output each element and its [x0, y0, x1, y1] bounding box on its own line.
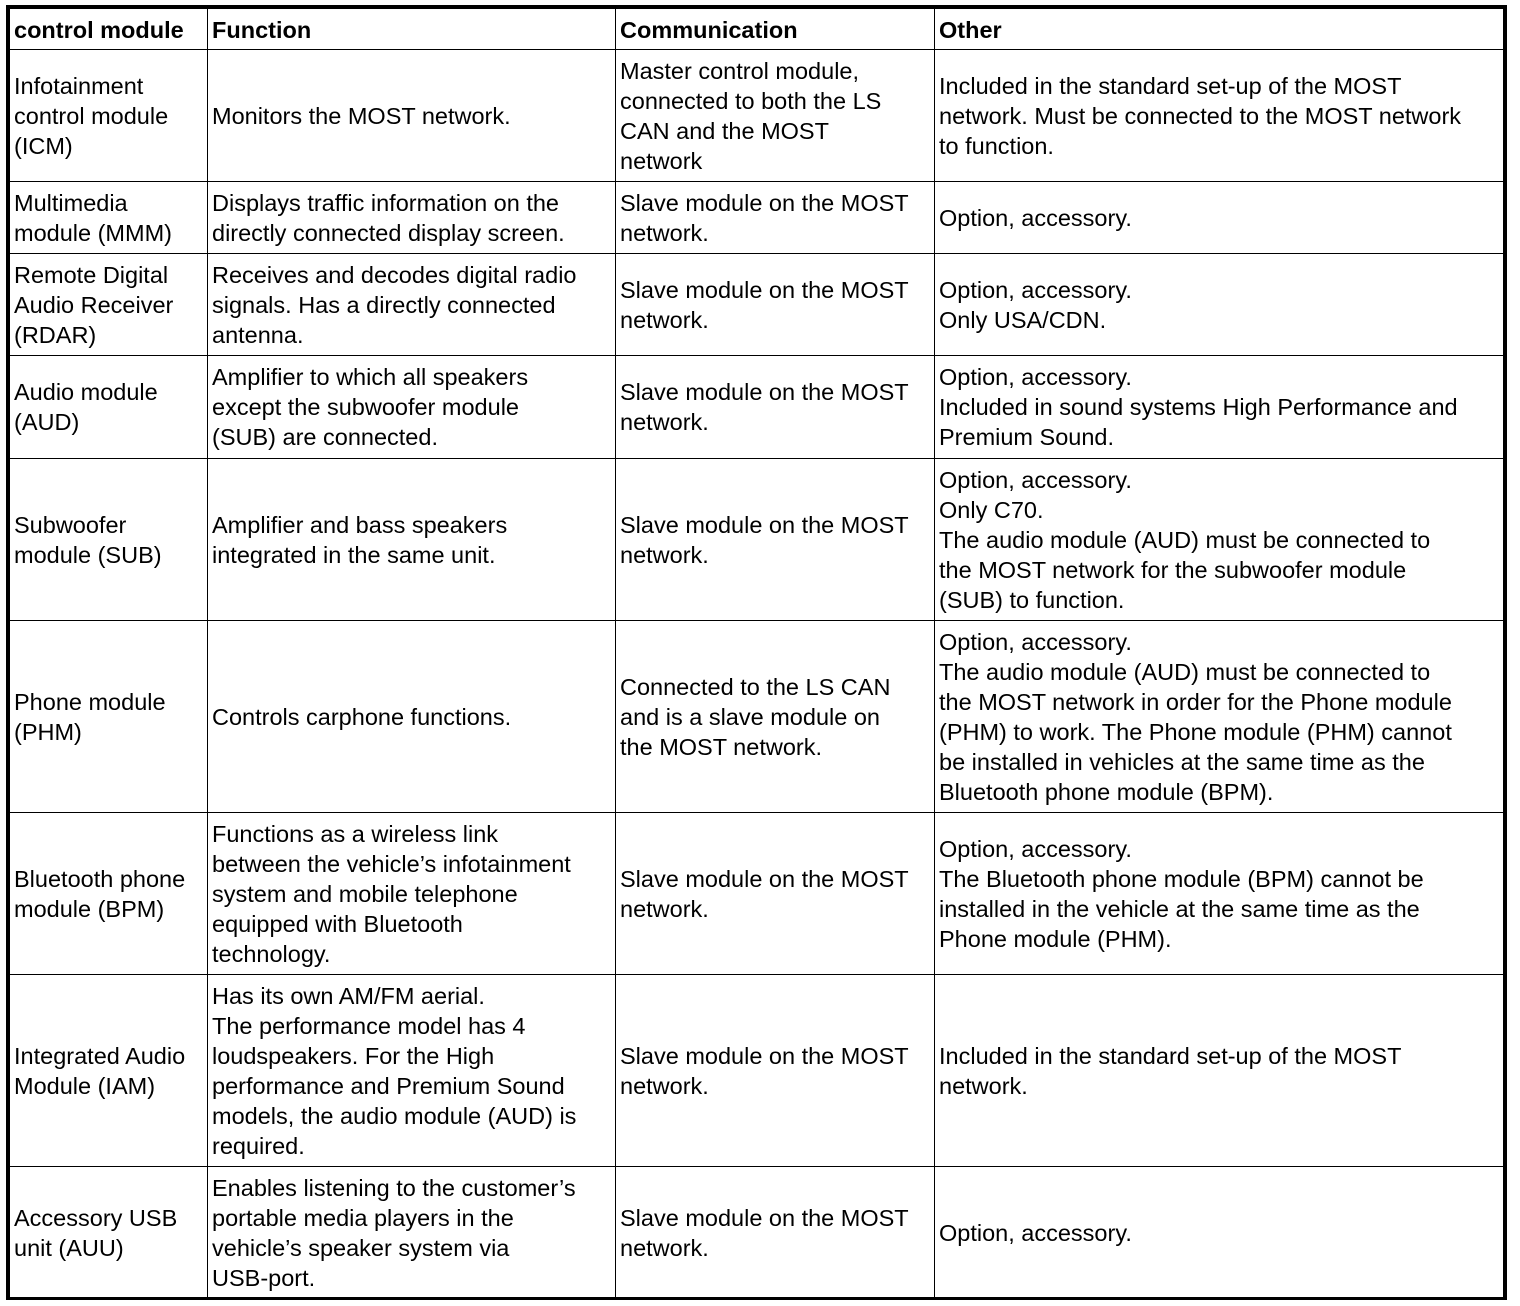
table-row-aud — [10, 356, 1504, 459]
cell-other: Included in the standard set-up of the MOST network. Must be connected to the MOST network to function. — [935, 50, 1504, 182]
cell-communication: Master control module, connected to both the LS CAN and the MOST network — [616, 50, 935, 182]
cell-module: Audio module (AUD) — [10, 356, 208, 459]
cell-communication: Slave module on the MOST network. — [616, 459, 935, 621]
header-other: Other — [935, 9, 1504, 50]
table-row-bpm — [10, 813, 1504, 975]
cell-function: Functions as a wireless link between the vehicle’s infotainment system and mobile telephone equipped with Bluetooth technology. — [208, 813, 616, 975]
cell-function: Amplifier to which all speakers except the subwoofer module (SUB) are connected. — [208, 356, 616, 459]
cell-communication: Connected to the LS CAN and is a slave module on the MOST network. — [616, 621, 935, 813]
table-row-mmm — [10, 182, 1504, 254]
cell-module: Integrated Audio Module (IAM) — [10, 975, 208, 1167]
control-module-table — [9, 8, 1504, 1300]
table-header-row — [10, 9, 1504, 50]
table-row-iam — [10, 975, 1504, 1167]
cell-function: Enables listening to the customer’s portable media players in the vehicle’s speaker system via USB-port. — [208, 1167, 616, 1300]
cell-communication: Slave module on the MOST network. — [616, 1167, 935, 1300]
table-row-rdar — [10, 254, 1504, 356]
cell-communication: Slave module on the MOST network. — [616, 975, 935, 1167]
cell-communication: Slave module on the MOST network. — [616, 356, 935, 459]
table-row-sub — [10, 459, 1504, 621]
table-row-icm — [10, 50, 1504, 182]
cell-other: Option, accessory. Only USA/CDN. — [935, 254, 1504, 356]
cell-function: Controls carphone functions. — [208, 621, 616, 813]
cell-module: Accessory USB unit (AUU) — [10, 1167, 208, 1300]
cell-other: Option, accessory. — [935, 182, 1504, 254]
cell-module: Infotainment control module (ICM) — [10, 50, 208, 182]
header-communication: Communication — [616, 9, 935, 50]
module-table-frame — [6, 5, 1507, 1300]
cell-other: Option, accessory. The Bluetooth phone module (BPM) cannot be installed in the vehicle at the same time as the Phone module (PHM). — [935, 813, 1504, 975]
header-control-module: control module — [10, 9, 208, 50]
cell-other: Included in the standard set-up of the MOST network. — [935, 975, 1504, 1167]
cell-module: Phone module (PHM) — [10, 621, 208, 813]
cell-module: Remote Digital Audio Receiver (RDAR) — [10, 254, 208, 356]
cell-module: Bluetooth phone module (BPM) — [10, 813, 208, 975]
cell-other: Option, accessory. Included in sound systems High Performance and Premium Sound. — [935, 356, 1504, 459]
table-row-auu — [10, 1167, 1504, 1300]
cell-function: Receives and decodes digital radio signals. Has a directly connected antenna. — [208, 254, 616, 356]
cell-communication: Slave module on the MOST network. — [616, 813, 935, 975]
cell-module: Multimedia module (MMM) — [10, 182, 208, 254]
cell-function: Has its own AM/FM aerial. The performance model has 4 loudspeakers. For the High performance and Premium Sound models, the audio module (AUD) is required. — [208, 975, 616, 1167]
cell-function: Amplifier and bass speakers integrated in the same unit. — [208, 459, 616, 621]
header-function: Function — [208, 9, 616, 50]
table-row-phm — [10, 621, 1504, 813]
cell-communication: Slave module on the MOST network. — [616, 182, 935, 254]
cell-function: Monitors the MOST network. — [208, 50, 616, 182]
cell-other: Option, accessory. — [935, 1167, 1504, 1300]
cell-module: Subwoofer module (SUB) — [10, 459, 208, 621]
cell-other: Option, accessory. The audio module (AUD) must be connected to the MOST network in order for the Phone module (PHM) to work. The Phone module (PHM) cannot be installed in vehicles at the same time as the Bluetooth phone module (BPM). — [935, 621, 1504, 813]
cell-function: Displays traffic information on the directly connected display screen. — [208, 182, 616, 254]
cell-other: Option, accessory. Only C70. The audio module (AUD) must be connected to the MOST network for the subwoofer module (SUB) to function. — [935, 459, 1504, 621]
cell-communication: Slave module on the MOST network. — [616, 254, 935, 356]
